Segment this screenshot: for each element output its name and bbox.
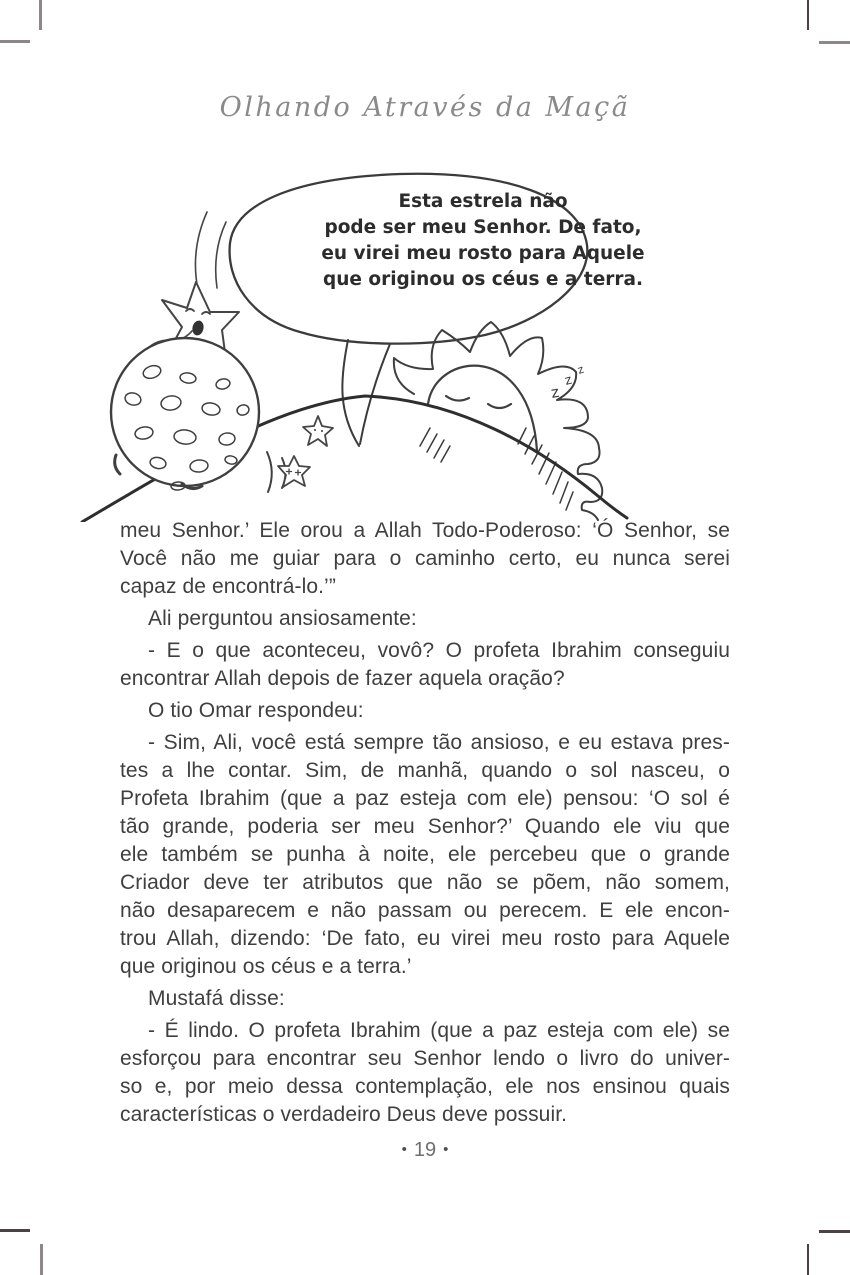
zzz-text: z: [563, 372, 574, 389]
body-text-line: Mustafá disse:: [148, 987, 285, 1010]
crop-mark: [819, 1230, 850, 1233]
sparkle-star-icon: [303, 416, 333, 446]
body-text-line: meu Senhor.’ Ele orou a Allah Todo-Poderoso: ‘Ó Senhor, se: [120, 519, 730, 542]
body-text-line: não desaparecem e não passam ou perecem. E ele encon-: [120, 899, 730, 922]
speech-bubble-text: [308, 189, 658, 293]
footer-bullet: •: [443, 1141, 449, 1158]
crop-mark: [807, 0, 809, 30]
speech-bubble-line: que originou os céus e a terra.: [322, 269, 643, 290]
speech-bubble-line: pode ser meu Senhor. De fato,: [324, 217, 642, 238]
zzz-text: z: [575, 362, 586, 377]
body-text-line: tão grande, poderia ser meu Senhor?’ Quando ele viu que: [120, 815, 730, 838]
body-text-line: O tio Omar respondeu:: [148, 699, 364, 722]
illustration: [0, 160, 850, 522]
body-text-line: tes a lhe contar. Sim, de manhã, quando o sol nasceu, o: [120, 759, 730, 782]
footer-bullet: •: [401, 1141, 407, 1158]
paragraph: [120, 729, 730, 981]
body-text-line: capaz de encontrá-lo.’”: [120, 575, 336, 598]
body-text-line: - É lindo. O profeta Ibrahim (que a paz esteja com ele) se: [148, 1019, 730, 1042]
crop-mark: [819, 41, 850, 44]
body-text-line: trou Allah, dizendo: ‘De fato, eu virei meu rosto para Aquele: [120, 927, 730, 950]
body-text-line: so e, por meio dessa contemplação, ele nos ensinou quais: [120, 1075, 730, 1098]
body-text-line: ele também se punha à noite, ele percebeu que o grande: [120, 843, 730, 866]
page-title: Olhando Através da Maçã: [219, 92, 631, 123]
speech-bubble-line: Esta estrela não: [398, 191, 568, 212]
body-text: [120, 517, 730, 1133]
body-text-line: - E o que aconteceu, vovô? O profeta Ibrahim conseguiu: [148, 639, 730, 662]
body-text-line: Ali perguntou ansiosamente:: [148, 607, 417, 630]
body-text-line: Profeta Ibrahim (que a paz esteja com ele) pensou: ‘O sol é: [120, 787, 730, 810]
speech-bubble-line: eu virei meu rosto para Aquele: [321, 243, 645, 264]
zzz-text: z: [549, 382, 561, 402]
crop-mark: [807, 1244, 809, 1275]
paragraph: [120, 697, 730, 725]
moon: [111, 338, 286, 492]
body-text-line: que originou os céus e a terra.’: [120, 955, 412, 978]
paragraph: [120, 517, 730, 601]
page-number: 19: [413, 1139, 437, 1161]
paragraph: [120, 605, 730, 633]
crop-mark: [40, 1244, 43, 1275]
body-text-line: características o verdadeiro Deus deve possuir.: [120, 1103, 568, 1126]
body-text-line: esforçou para encontrar seu Senhor lendo o livro do univer-: [120, 1047, 730, 1070]
paragraph: [120, 637, 730, 693]
body-text-line: Criador deve ter atributos que não se põem, não somem,: [120, 871, 730, 894]
paragraph: [120, 985, 730, 1013]
paragraph: [120, 1017, 730, 1129]
body-text-line: - Sim, Ali, você está sempre tão ansioso, e eu estava pres-: [148, 731, 730, 754]
body-text-line: Você não me guiar para o caminho certo, eu nunca serei: [120, 547, 730, 570]
crop-mark: [0, 1229, 30, 1232]
crop-mark: [0, 40, 30, 43]
crop-mark: [39, 0, 42, 30]
page-footer: [0, 1139, 850, 1162]
body-text-line: encontrar Allah depois de fazer aquela oração?: [120, 667, 565, 690]
sleeping-sun: [394, 322, 602, 520]
